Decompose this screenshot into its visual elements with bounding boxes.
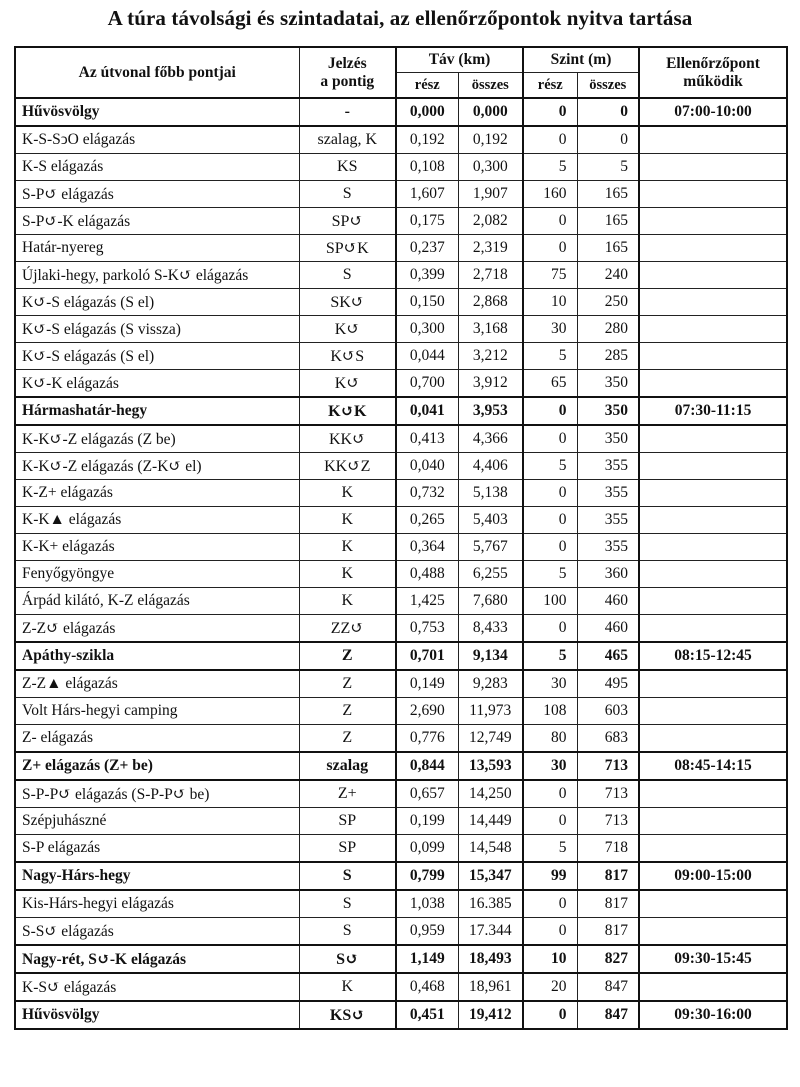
trail-sign-cell: K: [299, 507, 396, 534]
elevation-total-cell: 460: [577, 615, 639, 643]
checkpoint-hours-cell: 07:00-10:00: [639, 98, 787, 126]
elevation-part-cell: 0: [523, 397, 577, 425]
trail-sign-cell: SP: [299, 835, 396, 863]
trail-sign-cell: Z: [299, 725, 396, 753]
checkpoint-hours-cell: 09:00-15:00: [639, 862, 787, 890]
table-row: [15, 670, 787, 698]
distance-part-cell: 2,690: [396, 698, 458, 725]
distance-part-cell: 0,959: [396, 918, 458, 946]
elevation-part-cell: 30: [523, 752, 577, 780]
distance-part-cell: 1,425: [396, 588, 458, 615]
distance-part-cell: 1,038: [396, 890, 458, 918]
route-point-cell: Szépjuhászné: [15, 808, 299, 835]
elevation-total-cell: 718: [577, 835, 639, 863]
elevation-part-cell: 30: [523, 670, 577, 698]
distance-part-cell: 0,364: [396, 534, 458, 561]
elevation-part-cell: 0: [523, 780, 577, 808]
elevation-part-cell: 10: [523, 289, 577, 316]
table-row: [15, 588, 787, 615]
distance-part-cell: 0,150: [396, 289, 458, 316]
distance-total-cell: 1,907: [458, 181, 523, 208]
trail-sign-cell: KS: [299, 154, 396, 181]
table-row: [15, 235, 787, 262]
table-row: [15, 835, 787, 863]
table-row: [15, 862, 787, 890]
table-row: [15, 642, 787, 670]
elevation-part-cell: 0: [523, 1001, 577, 1029]
trail-sign-cell: K: [299, 588, 396, 615]
route-point-cell: K-S elágazás: [15, 154, 299, 181]
table-row: [15, 615, 787, 643]
route-point-cell: K↺-S elágazás (S el): [15, 343, 299, 370]
header-distance: Táv (km): [396, 47, 523, 73]
elevation-part-cell: 80: [523, 725, 577, 753]
elevation-total-cell: 250: [577, 289, 639, 316]
route-point-cell: Hűvösvölgy: [15, 1001, 299, 1029]
table-row: [15, 808, 787, 835]
trail-sign-cell: -: [299, 98, 396, 126]
elevation-total-cell: 355: [577, 480, 639, 507]
table-row: [15, 698, 787, 725]
table-row: [15, 397, 787, 425]
header-sign-line2: a pontig: [320, 72, 375, 90]
distance-total-cell: 7,680: [458, 588, 523, 615]
route-point-cell: K-S↺ elágazás: [15, 973, 299, 1001]
route-point-cell: Kis-Hárs-hegyi elágazás: [15, 890, 299, 918]
route-point-cell: Fenyőgyöngye: [15, 561, 299, 588]
table-row: [15, 343, 787, 370]
trail-sign-cell: K↺K: [299, 397, 396, 425]
checkpoint-hours-cell: [639, 561, 787, 588]
table-row: [15, 507, 787, 534]
trail-sign-cell: KK↺Z: [299, 453, 396, 480]
header-elev-part: rész: [523, 73, 577, 99]
elevation-total-cell: 280: [577, 316, 639, 343]
table-row: [15, 534, 787, 561]
table-row: [15, 98, 787, 126]
elevation-total-cell: 360: [577, 561, 639, 588]
checkpoint-hours-cell: [639, 973, 787, 1001]
elevation-total-cell: 683: [577, 725, 639, 753]
header-route: Az útvonal főbb pontjai: [15, 47, 299, 98]
checkpoint-hours-cell: [639, 480, 787, 507]
route-point-cell: S-P↺ elágazás: [15, 181, 299, 208]
checkpoint-hours-cell: [639, 725, 787, 753]
distance-total-cell: 3,168: [458, 316, 523, 343]
route-point-cell: S-S↺ elágazás: [15, 918, 299, 946]
checkpoint-hours-cell: 07:30-11:15: [639, 397, 787, 425]
checkpoint-hours-cell: 09:30-16:00: [639, 1001, 787, 1029]
distance-total-cell: 5,138: [458, 480, 523, 507]
route-point-cell: K↺-K elágazás: [15, 370, 299, 398]
trail-sign-cell: Z: [299, 698, 396, 725]
route-point-cell: K-S-SↄO elágazás: [15, 126, 299, 154]
elevation-part-cell: 0: [523, 235, 577, 262]
header-checkpoint-line1: Ellenőrzőpont: [666, 54, 760, 72]
elevation-total-cell: 355: [577, 534, 639, 561]
route-point-cell: Hármashatár-hegy: [15, 397, 299, 425]
trail-sign-cell: KS↺: [299, 1001, 396, 1029]
checkpoint-hours-cell: [639, 235, 787, 262]
table-row: [15, 154, 787, 181]
distance-part-cell: 0,776: [396, 725, 458, 753]
elevation-total-cell: 355: [577, 453, 639, 480]
table-row: [15, 289, 787, 316]
route-point-cell: Újlaki-hegy, parkoló S-K↺ elágazás: [15, 262, 299, 289]
distance-total-cell: 18,961: [458, 973, 523, 1001]
elevation-part-cell: 0: [523, 808, 577, 835]
checkpoint-hours-cell: 09:30-15:45: [639, 945, 787, 973]
route-point-cell: Z-Z▲ elágazás: [15, 670, 299, 698]
elevation-part-cell: 75: [523, 262, 577, 289]
route-point-cell: K-K↺-Z elágazás (Z-K↺ el): [15, 453, 299, 480]
checkpoint-hours-cell: [639, 588, 787, 615]
route-point-cell: Határ-nyereg: [15, 235, 299, 262]
trail-sign-cell: Z+: [299, 780, 396, 808]
elevation-total-cell: 285: [577, 343, 639, 370]
trail-sign-cell: K: [299, 480, 396, 507]
elevation-part-cell: 0: [523, 507, 577, 534]
route-point-cell: Nagy-rét, S↺-K elágazás: [15, 945, 299, 973]
distance-total-cell: 2,082: [458, 208, 523, 235]
distance-part-cell: 0,700: [396, 370, 458, 398]
header-elev-total: összes: [577, 73, 639, 99]
distance-part-cell: 0,099: [396, 835, 458, 863]
distance-part-cell: 0,199: [396, 808, 458, 835]
elevation-total-cell: 465: [577, 642, 639, 670]
elevation-part-cell: 0: [523, 425, 577, 453]
distance-part-cell: 0,149: [396, 670, 458, 698]
elevation-part-cell: 0: [523, 98, 577, 126]
elevation-part-cell: 0: [523, 208, 577, 235]
page-title: A túra távolsági és szintadatai, az ellenőrzőpontok nyitva tartása: [107, 6, 693, 30]
distance-part-cell: 1,607: [396, 181, 458, 208]
elevation-part-cell: 0: [523, 126, 577, 154]
elevation-part-cell: 5: [523, 453, 577, 480]
checkpoint-hours-cell: [639, 262, 787, 289]
checkpoint-hours-cell: [639, 453, 787, 480]
distance-total-cell: 14,250: [458, 780, 523, 808]
distance-total-cell: 16.385: [458, 890, 523, 918]
checkpoint-hours-cell: [639, 780, 787, 808]
distance-part-cell: 0,237: [396, 235, 458, 262]
distance-part-cell: 0,041: [396, 397, 458, 425]
elevation-total-cell: 847: [577, 1001, 639, 1029]
elevation-part-cell: 108: [523, 698, 577, 725]
distance-part-cell: 0,300: [396, 316, 458, 343]
distance-total-cell: 13,593: [458, 752, 523, 780]
trail-sign-cell: K↺: [299, 316, 396, 343]
trail-sign-cell: K: [299, 534, 396, 561]
distance-total-cell: 3,212: [458, 343, 523, 370]
elevation-total-cell: 165: [577, 208, 639, 235]
checkpoint-hours-cell: [639, 615, 787, 643]
trail-sign-cell: K: [299, 973, 396, 1001]
distance-total-cell: 19,412: [458, 1001, 523, 1029]
distance-total-cell: 0,300: [458, 154, 523, 181]
route-point-cell: K-K+ elágazás: [15, 534, 299, 561]
route-point-cell: K-K▲ elágazás: [15, 507, 299, 534]
checkpoint-hours-cell: [639, 534, 787, 561]
elevation-total-cell: 165: [577, 181, 639, 208]
route-point-cell: Árpád kilátó, K-Z elágazás: [15, 588, 299, 615]
header-elevation: Szint (m): [523, 47, 639, 73]
route-point-cell: Volt Hárs-hegyi camping: [15, 698, 299, 725]
trail-sign-cell: K: [299, 561, 396, 588]
checkpoint-hours-cell: [639, 370, 787, 398]
table-row: [15, 453, 787, 480]
elevation-part-cell: 0: [523, 480, 577, 507]
elevation-total-cell: 5: [577, 154, 639, 181]
elevation-part-cell: 100: [523, 588, 577, 615]
checkpoint-hours-cell: [639, 316, 787, 343]
route-table: [14, 46, 788, 1030]
route-point-cell: S-P-P↺ elágazás (S-P-P↺ be): [15, 780, 299, 808]
elevation-part-cell: 5: [523, 835, 577, 863]
checkpoint-hours-cell: 08:15-12:45: [639, 642, 787, 670]
elevation-part-cell: 0: [523, 534, 577, 561]
trail-sign-cell: S: [299, 918, 396, 946]
distance-total-cell: 2,868: [458, 289, 523, 316]
elevation-total-cell: 0: [577, 126, 639, 154]
route-point-cell: K↺-S elágazás (S el): [15, 289, 299, 316]
distance-part-cell: 0,044: [396, 343, 458, 370]
elevation-part-cell: 5: [523, 343, 577, 370]
elevation-part-cell: 5: [523, 561, 577, 588]
trail-sign-cell: ZZ↺: [299, 615, 396, 643]
route-point-cell: Apáthy-szikla: [15, 642, 299, 670]
elevation-part-cell: 0: [523, 918, 577, 946]
elevation-part-cell: 65: [523, 370, 577, 398]
distance-part-cell: 0,844: [396, 752, 458, 780]
trail-sign-cell: S: [299, 262, 396, 289]
distance-total-cell: 9,134: [458, 642, 523, 670]
elevation-total-cell: 0: [577, 98, 639, 126]
elevation-part-cell: 0: [523, 890, 577, 918]
trail-sign-cell: K↺: [299, 370, 396, 398]
distance-part-cell: 0,468: [396, 973, 458, 1001]
distance-total-cell: 14,449: [458, 808, 523, 835]
distance-part-cell: 0,175: [396, 208, 458, 235]
table-row: [15, 316, 787, 343]
distance-part-cell: 0,488: [396, 561, 458, 588]
elevation-part-cell: 5: [523, 642, 577, 670]
table-row: [15, 890, 787, 918]
checkpoint-hours-cell: [639, 698, 787, 725]
trail-sign-cell: SP: [299, 808, 396, 835]
distance-total-cell: 4,366: [458, 425, 523, 453]
distance-total-cell: 2,718: [458, 262, 523, 289]
elevation-total-cell: 817: [577, 918, 639, 946]
distance-total-cell: 8,433: [458, 615, 523, 643]
route-point-cell: Z+ elágazás (Z+ be): [15, 752, 299, 780]
elevation-total-cell: 817: [577, 890, 639, 918]
header-sign: [299, 47, 396, 98]
distance-total-cell: 5,767: [458, 534, 523, 561]
elevation-total-cell: 495: [577, 670, 639, 698]
distance-part-cell: 0,040: [396, 453, 458, 480]
trail-sign-cell: Z: [299, 670, 396, 698]
checkpoint-hours-cell: [639, 918, 787, 946]
distance-part-cell: 0,451: [396, 1001, 458, 1029]
distance-total-cell: 0,192: [458, 126, 523, 154]
elevation-total-cell: 817: [577, 862, 639, 890]
trail-sign-cell: Z: [299, 642, 396, 670]
distance-part-cell: 0,701: [396, 642, 458, 670]
trail-sign-cell: S: [299, 181, 396, 208]
elevation-part-cell: 10: [523, 945, 577, 973]
table-row: [15, 126, 787, 154]
route-point-cell: Z- elágazás: [15, 725, 299, 753]
route-point-cell: Z-Z↺ elágazás: [15, 615, 299, 643]
distance-total-cell: 0,000: [458, 98, 523, 126]
elevation-total-cell: 165: [577, 235, 639, 262]
elevation-total-cell: 827: [577, 945, 639, 973]
header-checkpoint: [639, 47, 787, 98]
header-checkpoint-line2: működik: [683, 72, 743, 90]
route-table-body: [15, 98, 787, 1029]
table-row: [15, 208, 787, 235]
trail-sign-cell: SK↺: [299, 289, 396, 316]
distance-part-cell: 0,413: [396, 425, 458, 453]
trail-sign-cell: SP↺K: [299, 235, 396, 262]
elevation-total-cell: 350: [577, 370, 639, 398]
distance-part-cell: 0,753: [396, 615, 458, 643]
elevation-part-cell: 99: [523, 862, 577, 890]
table-row: [15, 752, 787, 780]
table-row: [15, 780, 787, 808]
elevation-total-cell: 713: [577, 808, 639, 835]
checkpoint-hours-cell: [639, 507, 787, 534]
elevation-total-cell: 350: [577, 425, 639, 453]
header-dist-total: összes: [458, 73, 523, 99]
elevation-part-cell: 0: [523, 615, 577, 643]
trail-sign-cell: SP↺: [299, 208, 396, 235]
distance-part-cell: 0,000: [396, 98, 458, 126]
distance-part-cell: 0,657: [396, 780, 458, 808]
distance-part-cell: 0,192: [396, 126, 458, 154]
header-sign-line1: Jelzés: [327, 54, 367, 72]
elevation-part-cell: 5: [523, 154, 577, 181]
distance-total-cell: 11,973: [458, 698, 523, 725]
elevation-total-cell: 240: [577, 262, 639, 289]
checkpoint-hours-cell: [639, 126, 787, 154]
route-point-cell: K-K↺-Z elágazás (Z be): [15, 425, 299, 453]
elevation-total-cell: 350: [577, 397, 639, 425]
checkpoint-hours-cell: [639, 154, 787, 181]
trail-sign-cell: S↺: [299, 945, 396, 973]
table-row: [15, 425, 787, 453]
checkpoint-hours-cell: [639, 425, 787, 453]
elevation-total-cell: 713: [577, 752, 639, 780]
checkpoint-hours-cell: [639, 835, 787, 863]
distance-total-cell: 2,319: [458, 235, 523, 262]
distance-part-cell: 0,265: [396, 507, 458, 534]
table-row: [15, 725, 787, 753]
table-row: [15, 561, 787, 588]
route-point-cell: K↺-S elágazás (S vissza): [15, 316, 299, 343]
checkpoint-hours-cell: [639, 289, 787, 316]
table-row: [15, 918, 787, 946]
elevation-part-cell: 20: [523, 973, 577, 1001]
distance-part-cell: 1,149: [396, 945, 458, 973]
distance-total-cell: 4,406: [458, 453, 523, 480]
trail-sign-cell: S: [299, 890, 396, 918]
distance-total-cell: 15,347: [458, 862, 523, 890]
checkpoint-hours-cell: [639, 181, 787, 208]
elevation-total-cell: 603: [577, 698, 639, 725]
checkpoint-hours-cell: 08:45-14:15: [639, 752, 787, 780]
elevation-part-cell: 160: [523, 181, 577, 208]
table-row: [15, 945, 787, 973]
table-row: [15, 181, 787, 208]
elevation-total-cell: 847: [577, 973, 639, 1001]
checkpoint-hours-cell: [639, 808, 787, 835]
distance-total-cell: 12,749: [458, 725, 523, 753]
trail-sign-cell: S: [299, 862, 396, 890]
table-row: [15, 973, 787, 1001]
checkpoint-hours-cell: [639, 670, 787, 698]
distance-total-cell: 5,403: [458, 507, 523, 534]
distance-part-cell: 0,399: [396, 262, 458, 289]
distance-total-cell: 9,283: [458, 670, 523, 698]
table-row: [15, 370, 787, 398]
elevation-total-cell: 713: [577, 780, 639, 808]
route-point-cell: Hűvösvölgy: [15, 98, 299, 126]
table-row: [15, 1001, 787, 1029]
elevation-part-cell: 30: [523, 316, 577, 343]
distance-total-cell: 6,255: [458, 561, 523, 588]
distance-total-cell: 14,548: [458, 835, 523, 863]
checkpoint-hours-cell: [639, 208, 787, 235]
checkpoint-hours-cell: [639, 890, 787, 918]
distance-total-cell: 17.344: [458, 918, 523, 946]
table-row: [15, 262, 787, 289]
distance-part-cell: 0,732: [396, 480, 458, 507]
trail-sign-cell: szalag, K: [299, 126, 396, 154]
trail-sign-cell: szalag: [299, 752, 396, 780]
trail-sign-cell: KK↺: [299, 425, 396, 453]
checkpoint-hours-cell: [639, 343, 787, 370]
distance-part-cell: 0,799: [396, 862, 458, 890]
distance-part-cell: 0,108: [396, 154, 458, 181]
trail-sign-cell: K↺S: [299, 343, 396, 370]
route-point-cell: K-Z+ elágazás: [15, 480, 299, 507]
elevation-total-cell: 355: [577, 507, 639, 534]
elevation-total-cell: 460: [577, 588, 639, 615]
distance-total-cell: 18,493: [458, 945, 523, 973]
distance-total-cell: 3,912: [458, 370, 523, 398]
distance-total-cell: 3,953: [458, 397, 523, 425]
table-row: [15, 480, 787, 507]
route-point-cell: Nagy-Hárs-hegy: [15, 862, 299, 890]
route-point-cell: S-P elágazás: [15, 835, 299, 863]
route-point-cell: S-P↺-K elágazás: [15, 208, 299, 235]
header-dist-part: rész: [396, 73, 458, 99]
